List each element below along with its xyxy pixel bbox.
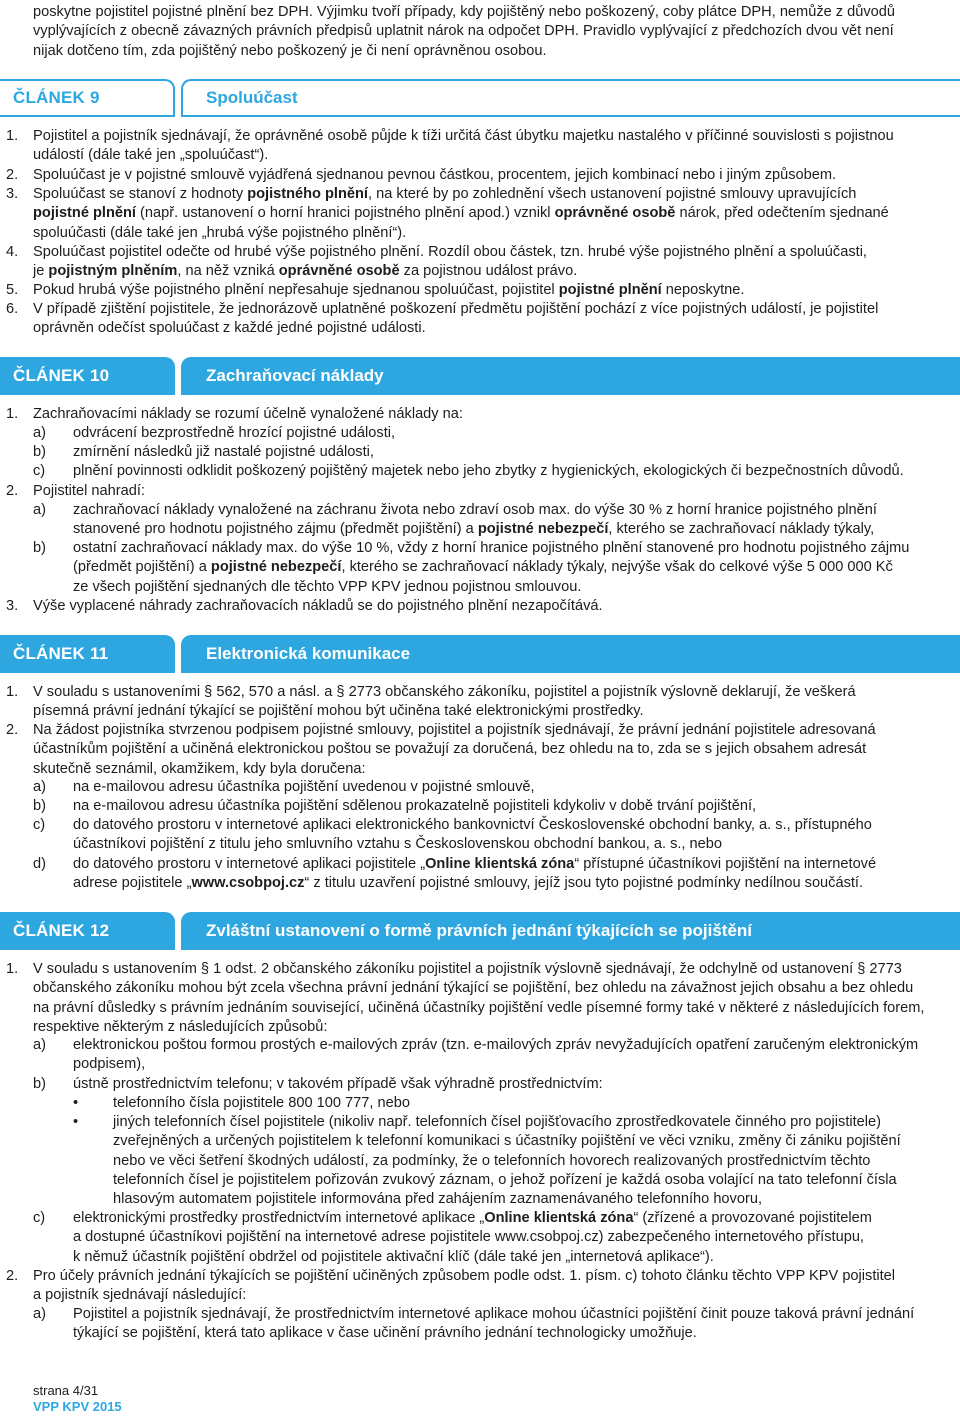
item-text: Zachraňovacími náklady se rozumí účelně vynaložené náklady na: (33, 406, 463, 422)
sub-item-text: na e-mailovou adresu účastníka pojištění uvedenou v pojistné smlouvě, (73, 779, 535, 795)
text-line: ostatní zachraňovací náklady max. do výše 10 %, vždy z horní hranice pojistného plnění stanovené pro hodnotu pojistného zájmu (73, 540, 910, 556)
defined-term: pojistným plněním (48, 263, 178, 280)
page-number: strana 4/31 (33, 1383, 99, 1398)
item-number: 5. (6, 282, 19, 298)
defined-term: oprávněné osobě (278, 263, 400, 280)
text-line: telefonních čísel je pojistitelem pořizován zvukový záznam, o jehož pořízení je každá osoba volající na tato telefonní čísla (113, 1171, 897, 1188)
article-title: Elektronická komunikace (206, 644, 411, 663)
text: neposkytne. (661, 282, 745, 298)
article-label: ČLÁNEK 10 (13, 366, 110, 385)
article-title: Spoluúčast (206, 88, 298, 107)
text-line: událostí (dále také jen „spoluúčast“). (33, 147, 269, 164)
item-number: 2. (6, 722, 19, 738)
text: nárok, před odečtením sjednané (675, 205, 889, 222)
text: , kterého se zachraňovací náklady týkaly, (608, 521, 875, 538)
item-number: 3. (6, 598, 19, 614)
item-text (33, 300, 957, 339)
sub-item-text: zmírnění následků již nastalé pojistné události, (73, 444, 374, 460)
text: , kterého se zachraňovací náklady týkaly, nejvýše však do celkové výše 5 000 000 Kč (341, 559, 893, 576)
text-line: k němuž účastník pojištění obdržel od pojistitele aktivační klíč (dále také jen „internetová aplikace“). (73, 1248, 714, 1265)
text: stanovené pro hodnotu pojistného zájmu (předmět pojištění) a (73, 521, 478, 538)
app-name: Online klientská zóna (484, 1210, 634, 1226)
text-line: podpisem), (73, 1056, 146, 1073)
intro-line: nijak dotčeno tím, zda pojištěný nebo poškozený je či není oprávněnou osobou. (33, 42, 547, 59)
item-text (33, 1267, 957, 1306)
text-line: občanského zákoníku mohou být zcela všechna právní jednání týkající se pojištění, bez ohledu na závažnost jejich obsahu a bez ohledu (33, 980, 914, 997)
item-number: 1. (6, 961, 19, 977)
text: je (33, 263, 49, 280)
item-text (33, 721, 957, 779)
text-line: nebo ve věci šetření škodných událostí, za podmínky, že o telefonních hovorech realizovaných prostřednictvím těchto (113, 1152, 871, 1169)
item-text (33, 281, 957, 300)
sub-item-letter: a) (33, 779, 46, 795)
article-10-header (0, 357, 960, 395)
text-line: V souladu s ustanovením § 1 odst. 2 občanského zákoníku pojistitel a pojistník výslovně sjednávají, že odchylně od ustanovení § 2773 (33, 961, 902, 977)
sub-item-text (73, 539, 957, 597)
bullet-text (113, 1113, 957, 1209)
text-line: Spoluúčast pojistitel odečte od hrubé výše pojistného plnění. Rozdíl obou částek, tzn. hrubé výše pojistného plnění a spoluúčasti, (33, 244, 867, 260)
defined-term: pojistné nebezpečí (477, 521, 609, 538)
text: Pokud hrubá výše pojistného plnění nepřesahuje sjednanou spoluúčast, pojistitel (33, 282, 559, 298)
sub-item-letter: c) (33, 463, 46, 479)
text: elektronickými prostředky prostřednictvím internetové aplikace „ (73, 1210, 485, 1226)
text-line: a dostupné účastníkovi pojištění na internetové adrese pojistitele www.csobpoj.cz) zabezpečeného internetového přístupu, (73, 1229, 864, 1246)
text-line: V případě zjištění pojistitele, že jednorázově uplatněné poškození předmětu pojištění pochází z více pojistných událostí, je pojistitel (33, 301, 879, 317)
app-name: Online klientská zóna (425, 856, 575, 872)
item-number: 6. (6, 301, 19, 317)
item-text (33, 127, 957, 166)
text-line: oprávněn odečíst spoluúčast z každé jedné pojistné události. (33, 320, 426, 337)
text-line: týkající se pojištění, která tato aplikace v čase učinění právního jednání technologicky umožňuje. (73, 1325, 697, 1342)
text: “ (zřízené a provozované pojistitelem (633, 1210, 872, 1226)
item-number: 2. (6, 1268, 19, 1284)
article-11-header (0, 635, 960, 673)
sub-item-letter: c) (33, 817, 46, 833)
article-12-header (0, 912, 960, 950)
text: za pojistnou událost právo. (399, 263, 578, 280)
bullet-icon: • (73, 1095, 79, 1111)
item-text (33, 960, 957, 1037)
text-line: ze všech pojištění sjednaných dle těchto VPP KPV jednou pojistnou smlouvou. (73, 578, 582, 595)
bullet-text: telefonního čísla pojistitele 800 100 777, nebo (113, 1095, 410, 1111)
text-line: do datového prostoru v internetové aplikaci elektronického bankovnictví Československé obchodní banky, a. s., přístupného (73, 817, 872, 833)
text-line: písemná právní jednání týkající se pojištění mohou být učiněna také elektronickými prostředky. (33, 703, 644, 720)
document-code: VPP KPV 2015 (33, 1399, 122, 1414)
intro-paragraph (33, 3, 957, 61)
item-text (33, 683, 957, 722)
website-link[interactable]: www.csobpoj.cz (191, 875, 305, 892)
item-text: Spoluúčast je v pojistné smlouvě vyjádřená sjednanou pevnou částkou, procentem, jejich kombinací nebo i jiným způsobem. (33, 167, 837, 183)
bullet-icon: • (73, 1114, 79, 1130)
text-line: zachraňovací náklady vynaložené na záchranu života nebo zdraví osob max. do výše 30 % z horní hranice pojistného plnění (73, 502, 877, 518)
sub-item-text: odvrácení bezprostředně hrozící pojistné události, (73, 425, 396, 441)
text-line: elektronickou poštou formou prostých e-mailových zpráv (tzn. e-mailových zpráv nevyžadujících opatření zaručeným elektronickým (73, 1037, 919, 1053)
text: , na něž vzniká (177, 263, 279, 280)
text-line: hlasovým automatem pojistitele informována před zahájením zaznamenávaného telefonního hovoru, (113, 1191, 762, 1208)
item-number: 3. (6, 186, 19, 202)
article-9-header (0, 79, 960, 117)
item-number: 2. (6, 483, 19, 499)
item-text: Pojistitel nahradí: (33, 483, 145, 499)
intro-line: poskytne pojistitel pojistné plnění bez DPH. Výjimku tvoří případy, kdy pojištěný nebo poškozený, coby plátce DPH, nemůže z důvodů (33, 4, 896, 20)
intro-line: vyplývajících z obecně závazných právních předpisů uplatnit nárok na odpočet DPH. Pravidlo vyplývající z předchozích dvou vět není (33, 23, 894, 40)
item-number: 2. (6, 167, 19, 183)
text: Spoluúčast se stanoví z hodnoty (33, 186, 248, 202)
sub-item-text (73, 816, 957, 855)
text-line: účastníkům pojištění a učiněná elektronickou poštou se považují za doručená, bez ohledu na to, zda se s jejich obsahem adresát (33, 741, 867, 758)
item-number: 4. (6, 244, 19, 260)
text-line: Pro účely právních jednání týkajících se pojištění učiněných způsobem podle odst. 1. písm. c) tohoto článku těchto VPP KPV pojistitel (33, 1268, 896, 1284)
text-line: skutečně seznámil, okamžikem, kdy byla doručena: (33, 760, 366, 777)
text-line: spoluúčasti (dále také jen „hrubá výše pojistného plnění“). (33, 224, 407, 241)
sub-item-text (73, 1036, 957, 1075)
text-line: Pojistitel a pojistník sjednávají, že oprávněné osobě půjde k tíži určitá část úbytku majetku nastalého v příčinné souvislosti s pojistnou (33, 128, 894, 144)
text-line: na právní důsledky s právním jednáním související, učiněná účastníky pojištění vedle písemné formy také v některé z následujících forem, (33, 999, 925, 1016)
sub-item-letter: b) (33, 798, 46, 814)
text: adrese pojistitele „ (73, 875, 192, 892)
item-number: 1. (6, 128, 19, 144)
text-line: jiných telefonních čísel pojistitele (nikoliv např. telefonních čísel pojišťovacího zprostředkovatele činného pro pojistitele) (113, 1114, 882, 1130)
text-line: zveřejněných a určených pojistitelem k telefonní komunikaci s účastníky pojištění ve věci vzniku, změny či zániku pojištění (113, 1133, 901, 1150)
sub-item-text (73, 1209, 957, 1267)
sub-item-text (73, 1305, 957, 1344)
sub-item-letter: c) (33, 1210, 46, 1226)
sub-item-letter: a) (33, 502, 46, 518)
sub-item-letter: a) (33, 1037, 46, 1053)
article-label: ČLÁNEK 12 (13, 921, 110, 940)
text-line: Na žádost pojistníka stvrzenou podpisem pojistné smlouvy, pojistitel a pojistník sjednávají, že právní jednání pojistitele adresovaná (33, 722, 876, 738)
article-title: Zvláštní ustanovení o formě právních jednání týkajících se pojištění (206, 921, 753, 940)
article-label: ČLÁNEK 9 (13, 88, 100, 107)
defined-term: pojistného plnění (247, 186, 368, 202)
sub-item-text (73, 501, 957, 540)
item-text (33, 243, 957, 282)
sub-item-text: plnění povinnosti odklidit poškozený pojištěný majetek nebo jeho zbytky z hygienických, ekologických či bezpečnostních důvodů. (73, 463, 904, 479)
article-title: Zachraňovací náklady (206, 366, 384, 385)
text: do datového prostoru v internetové aplikaci pojistitele „ (73, 856, 426, 872)
sub-item-letter: b) (33, 444, 46, 460)
sub-item-letter: b) (33, 540, 46, 556)
page-footer (33, 1383, 122, 1415)
text: “ přístupné účastníkovi pojištění na internetové (574, 856, 877, 872)
sub-item-letter: b) (33, 1076, 46, 1092)
article-label: ČLÁNEK 11 (13, 644, 109, 663)
sub-item-text: na e-mailovou adresu účastníka pojištění sdělenou prokazatelně pojistiteli kdykoliv v době trvání pojištění, (73, 798, 757, 814)
text-line: a pojistník sjednávají následující: (33, 1287, 247, 1304)
item-text (33, 185, 957, 243)
text-line: V souladu s ustanoveními § 562, 570 a násl. a § 2773 občanského zákoníku, pojistitel a pojistník výslovně deklarují, že veškerá (33, 684, 856, 700)
defined-term: pojistné plnění (33, 205, 136, 222)
item-text: Výše vyplacené náhrady zachraňovacích nákladů se do pojistného plnění nezapočítává. (33, 598, 603, 614)
sub-item-letter: d) (33, 856, 46, 872)
sub-item-text: ústně prostřednictvím telefonu; v takovém případě však výhradně prostřednictvím: (73, 1076, 603, 1092)
text: (předmět pojištění) a (73, 559, 211, 576)
text-line: Pojistitel a pojistník sjednávají, že prostřednictvím internetové aplikace mohou účastníci pojištění činit pouze taková právní jednání (73, 1306, 915, 1322)
text-line: účastníkovi pojištění z titulu jeho smluvního vztahu s Československou obchodní bankou, a. s., nebo (73, 836, 722, 853)
text: “ z titulu uzavření pojistné smlouvy, jejíž jsou tyto pojistné podmínky nedílnou součástí. (304, 875, 864, 892)
defined-term: pojistné nebezpečí (210, 559, 342, 576)
text-line: respektive některým z následujících způsobů: (33, 1018, 328, 1035)
defined-term: pojistné plnění (558, 282, 662, 298)
defined-term: oprávněné osobě (554, 205, 676, 222)
text: (např. ustanovení o horní hranici pojistného plnění apod.) vznikl (135, 205, 555, 222)
sub-item-text (73, 855, 957, 894)
sub-item-letter: a) (33, 425, 46, 441)
item-number: 1. (6, 684, 19, 700)
item-number: 1. (6, 406, 19, 422)
sub-item-letter: a) (33, 1306, 46, 1322)
text: , na které by po zohlednění všech ustanovení pojistné smlouvy upravujících (368, 186, 857, 202)
